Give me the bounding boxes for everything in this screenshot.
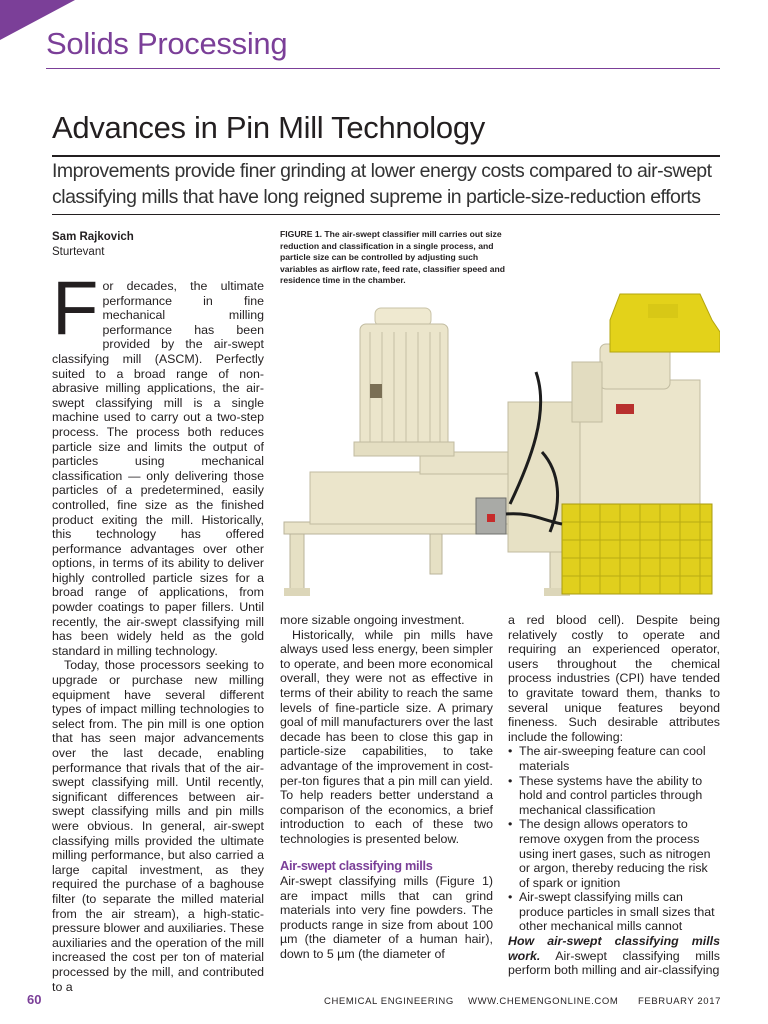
paragraph: or decades, the ultimate performance in fine mechanical milling performance has been provided by the air-swept classifying mill (ASCM). Perfectly suited to a broad range of non-abrasive milling applications, the air-swept classifying mill is a single machine used to carry out a two-step process. The process both reduces particle size and limits the output of particles using mechanical classification — only delivering those particles of a predetermined, easily controlled, fine size as the finished product exiting the mill. Historically, this technology has offered performance advantages over other options, in terms of its ability to deliver highly controlled particle sizes for a broad range of applications, from powder coatings to paper fillers. Until recently, the air-swept classifying mill has been widely held as the gold standard in milling technology. bbox=[52, 279, 264, 658]
column-1 bbox=[52, 266, 264, 994]
footer-date: FEBRUARY 2017 bbox=[638, 996, 721, 1007]
subhead: Air-swept classifying mills bbox=[280, 857, 433, 873]
drop-cap: F bbox=[52, 266, 99, 351]
byline bbox=[52, 230, 134, 260]
paragraph: a red blood cell). Despite being relatively costly to operate and requiring an experienced operator, users throughout the chemical process industries (CPI) have tended to gravitate toward them, thanks to several unique features beyond fineness. Such desirable attributes include the following: bbox=[508, 613, 720, 744]
author-affiliation: Sturtevant bbox=[52, 246, 105, 258]
section-title: Solids Processing bbox=[46, 26, 288, 61]
column-3 bbox=[508, 613, 720, 978]
list-item: • The design allows operators to remove oxygen from the process using inert gases, such as nitrogen or argon, thereby reducing the risk of spark or ignition bbox=[508, 817, 720, 890]
list-item: • Air-swept classifying mills can produce particles in small sizes that other mechanical mills cannot bbox=[508, 890, 720, 934]
page-number: 60 bbox=[27, 992, 42, 1007]
author-name: Sam Rajkovich bbox=[52, 231, 134, 243]
footer-publication: CHEMICAL ENGINEERING bbox=[324, 996, 454, 1007]
paragraph: Historically, while pin mills have always used less energy, been simpler to operate, and been more economical overall, they were not as effective in terms of their ability to reach the same levels of fine-particle size. A primary goal of mill manufacturers over the last decade has been to close this gap in particle-size capabilities, to take advantage of the improvement in cost-per-ton figures that a pin mill can yield. To help readers better understand a comparison of the economics, a brief introduction to each of these two technologies is presented below. bbox=[280, 627, 493, 846]
figure-1-mill-photo bbox=[280, 292, 720, 604]
paragraph: Air-swept classifying mills perform both milling and air-classifying bbox=[508, 948, 720, 978]
paragraph: Today, those processors seeking to upgrade or purchase new milling equipment have several different types of impact milling technologies to select from. The pin mill is one option that has seen major advancements over the last decade, enabling performance that rivals that of the air-swept classifying mill. Until recently, significant differences between air-swept classifying mills and pin mills were obvious. In general, air-swept classifying mills provided the ultimate milling performance, but also carried a large capital investment, as they required the purchase of a baghouse filter (to separate the milled material from the air stream), a high-static-pressure blower and auxiliaries. These auxiliaries and the operation of the mill increased the cost per ton of material processed by the mill, and contributed to a bbox=[52, 658, 264, 994]
list-item: • The air-sweeping feature can cool materials bbox=[508, 744, 720, 773]
deck-rule bbox=[52, 214, 720, 215]
section-rule bbox=[46, 68, 720, 69]
article-deck: Improvements provide finer grinding at lower energy costs compared to air-swept classifying mills that have long reigned supreme in particle-size-reduction efforts bbox=[52, 160, 712, 208]
column-2 bbox=[280, 613, 493, 962]
run-in-heading: How air-swept classifying mills work. bbox=[508, 934, 720, 963]
bullet-list bbox=[508, 744, 720, 934]
article-title: Advances in Pin Mill Technology bbox=[52, 110, 485, 145]
title-rule bbox=[52, 155, 720, 157]
paragraph: Air-swept classifying mills (Figure 1) are impact mills that can grind materials into very fine powders. The products range in size from about 100 µm (the diameter of a human hair), down to 5 µm (the diameter of bbox=[280, 874, 493, 962]
figure-label: FIGURE 1. bbox=[280, 229, 323, 239]
paragraph: more sizable ongoing investment. bbox=[280, 613, 465, 627]
list-item: • These systems have the ability to hold and control particles through mechanical classification bbox=[508, 774, 720, 818]
footer-website: WWW.CHEMENGONLINE.COM bbox=[468, 996, 619, 1007]
figure-caption bbox=[280, 229, 506, 287]
figure-caption-text: The air-swept classifier mill carries out size reduction and classification in a single process, and particle size can be controlled by adjusting such variables as airflow rate, feed rate, classifier speed and residence time in the chamber. bbox=[280, 229, 505, 285]
